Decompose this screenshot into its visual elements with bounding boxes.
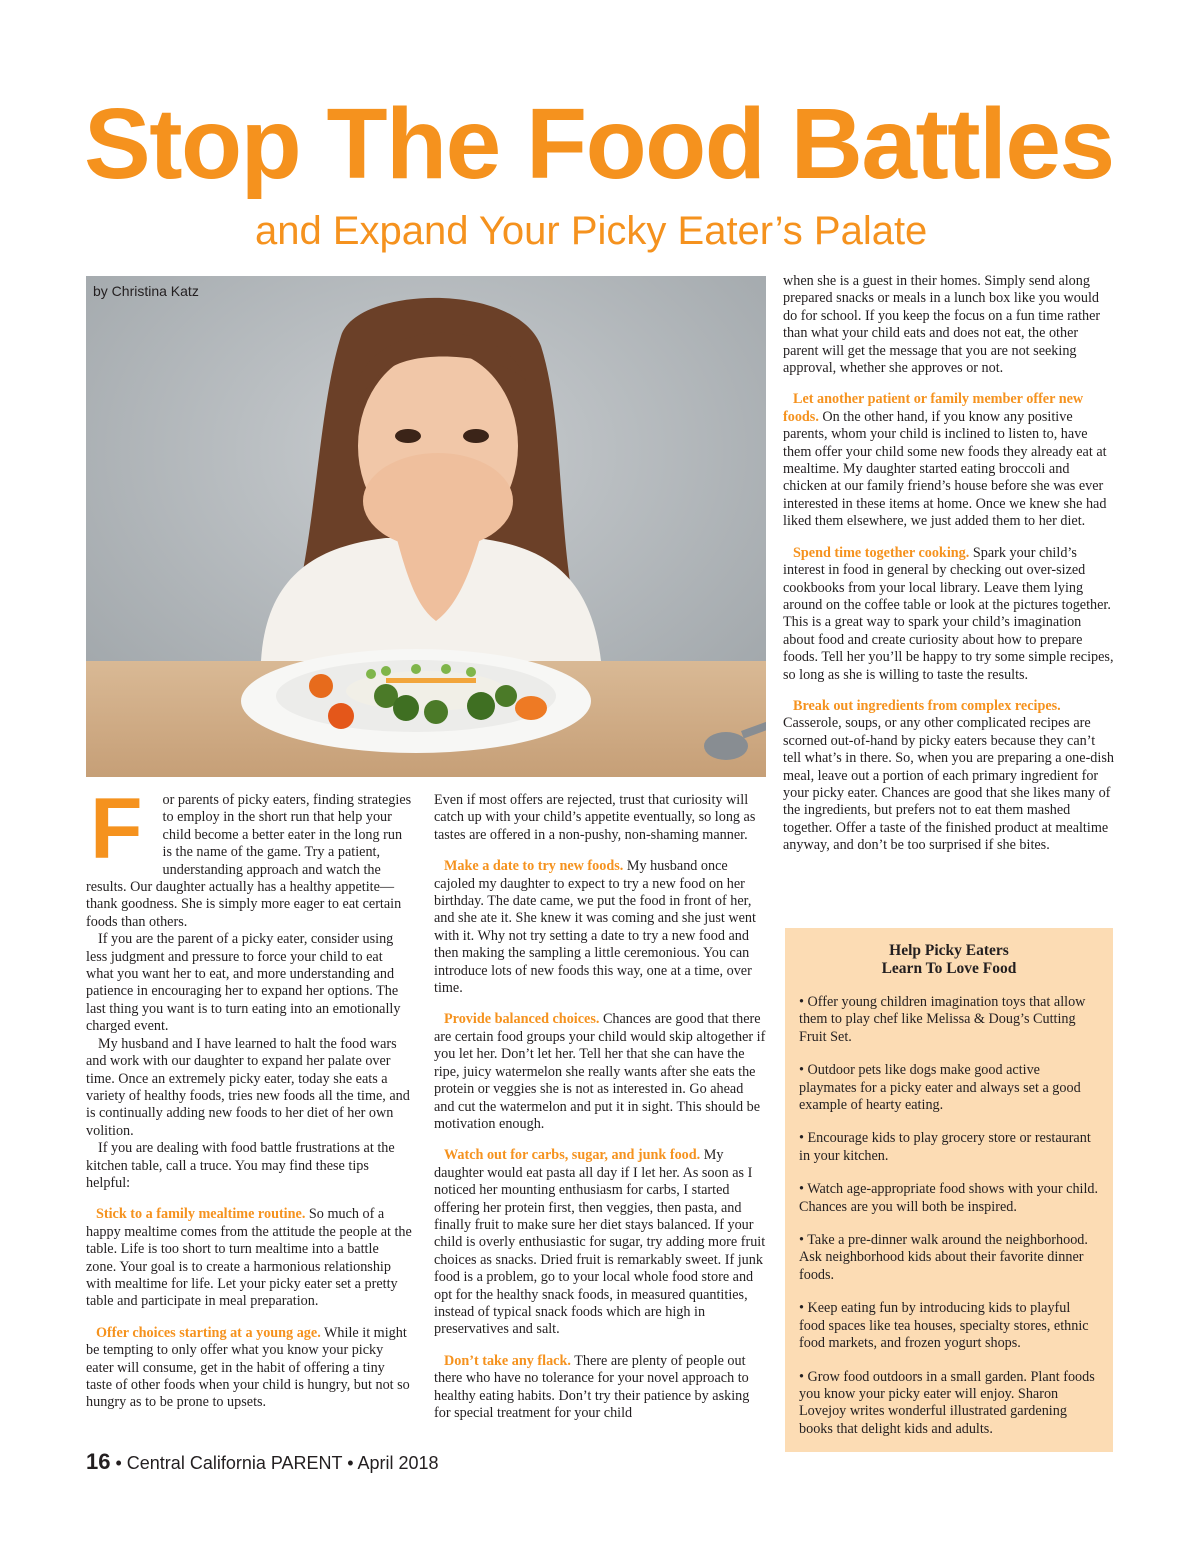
intro-paragraph: or parents of picky eaters, finding strategies to employ in the short run that help your child become a better eater in the long run is the name of the game. Try a patient, understanding approach and watch the results. Our daughter actually has a healthy appetite—thank goodness. She is simply more eager to eat certain foods than others.	[86, 792, 412, 930]
sidebar-list	[799, 994, 1099, 1438]
sidebar-title-line: Learn To Love Food	[881, 960, 1017, 977]
sidebar-title	[799, 942, 1099, 978]
page-number: 16	[86, 1449, 111, 1474]
girl-with-plate-photo	[86, 276, 766, 777]
tip-heading: Stick to a family mealtime routine.	[96, 1206, 306, 1223]
drop-cap: F	[90, 781, 143, 877]
tip-paragraph	[783, 391, 1116, 530]
tip-text: Spark your child’s interest in food in general by checking out over-sized cookbooks from your local library. Leave them lying around on the coffee table or look at the pictures together. This is a great way to spark your child’s imagination about food and create curiosity about how to prepare foods. Tell her you’ll be happy to try some simple recipes, so long as she is willing to taste the results.	[783, 544, 1114, 683]
tip-paragraph	[434, 1011, 766, 1133]
body-paragraph: when she is a guest in their homes. Simply send along prepared snacks or meals in a lunch box like you would do for school. If you keep the focus on a fun time rather than what your child eats and does not eat, the other parent will get the message that you are not seeking approval, whether she approves or not.	[783, 273, 1101, 377]
sidebar-item: • Watch age-appropriate food shows with your child. Chances are you will both be inspired.	[799, 1181, 1099, 1215]
tip-paragraph	[783, 545, 1116, 684]
article-column-2	[434, 792, 766, 1422]
body-paragraph: If you are dealing with food battle frustrations at the kitchen table, call a truce. You may find these tips helpful:	[86, 1140, 395, 1191]
tip-text: My husband once cajoled my daughter to expect to try a new food on her birthday. The date came, we put the food in front of her, and she ate it. She knew it was coming and she just went with it. Why not try setting a date to try a new food and then making the sampling a little ceremonious. You can introduce lots of new foods this way, one at a time, over time.	[434, 858, 756, 997]
sidebar-item: • Encourage kids to play grocery store or restaurant in your kitchen.	[799, 1130, 1091, 1164]
tip-text: So much of a happy mealtime comes from the attitude the people at the table. Life is too short to turn mealtime into a battle zone. Your goal is to create a harmonious relationship with mealtime for life. Let your picky eater set a pretty table and participate in meal preparation.	[86, 1206, 412, 1310]
sidebar-item: • Take a pre-dinner walk around the neighborhood. Ask neighborhood kids about their favorite dinner foods.	[799, 1232, 1088, 1283]
tip-heading: Spend time together cooking.	[793, 544, 970, 561]
tip-text: While it might be tempting to only offer what you know your picky eater will consume, get in the habit of offering a tiny taste of other foods when your child is hungry, but not so hungry as to be prone to upsets.	[86, 1324, 410, 1411]
sidebar-item: • Offer young children imagination toys that allow them to play chef like Melissa & Doug’s Cutting Fruit Set.	[799, 994, 1086, 1045]
tip-paragraph	[434, 858, 766, 997]
sidebar-item: • Keep eating fun by introducing kids to playful food spaces like tea houses, specialty stores, ethnic food markets, and frozen yogurt shops.	[799, 1300, 1089, 1352]
tip-text: There are plenty of people out there who have no tolerance for your novel approach to healthy eating habits. Don’t try their patience by asking for special treatment for your child	[434, 1352, 750, 1421]
tip-text: My daughter would eat pasta all day if I let her. As soon as I noticed her mounting enthusiasm for carbs, I started offering her protein first, then veggies, then pasta, and finally fruit to make sure her diet stays balanced. If your child is overly enthusiastic for sugar, try adding more fruit choices as snacks. Dried fruit is remarkably sweet. If junk food is a problem, go to your local whole food store and opt for the healthy snack foods, in measured quantities, instead of typical snack foods which are high in preservatives and salt.	[434, 1147, 766, 1338]
tip-paragraph	[434, 1147, 766, 1338]
tip-paragraph	[86, 1206, 412, 1310]
tip-text: Casserole, soups, or any other complicated recipes are scorned out-of-hand by picky eaters because they can’t tell what’s in there. So, when you are preparing a one-dish meal, leave out a portion of each primary ingredient for your picky eater. Chances are good that she likes many of the ingredients, but prefers not to eat them mashed together. Offer a taste of the finished product at mealtime anyway, and don’t be too surprised if she bites.	[783, 715, 1114, 854]
tips-sidebar	[785, 928, 1113, 1452]
tip-heading: Offer choices starting at a young age.	[96, 1324, 321, 1341]
tip-heading: Provide balanced choices.	[444, 1011, 600, 1028]
sidebar-item: • Grow food outdoors in a small garden. Plant foods you know your picky eater will enjoy. Sharon Lovejoy writes wonderful illustrated gardening books that delight kids and adults.	[799, 1368, 1095, 1437]
tip-text: Chances are good that there are certain food groups your child would skip altogether if you let her. Don’t let her. Tell her that she can have the ripe, juicy watermelon she really wants after she eats the protein or veggies she is not as interested in. Go ahead and cut the watermelon and put it in sight. This should be motivation enough.	[434, 1011, 766, 1132]
tip-paragraph	[434, 1353, 766, 1423]
tip-heading: Break out ingredients from complex recipes.	[793, 697, 1061, 714]
article-title: Stop The Food Battles	[84, 88, 1114, 200]
sidebar-title-line: Help Picky Eaters	[889, 942, 1009, 959]
tip-paragraph	[783, 698, 1116, 855]
article-column-3	[783, 273, 1116, 855]
byline: by Christina Katz	[93, 283, 199, 299]
footer-text: • Central California PARENT • April 2018	[110, 1453, 439, 1473]
body-paragraph: My husband and I have learned to halt the food wars and work with our daughter to expand her palate over time. Once an extremely picky eater, today she eats a variety of healthy foods, tries new foods all the time, and is continually adding new foods to her diet of her own volition.	[86, 1035, 410, 1139]
page-footer	[86, 1449, 439, 1475]
sidebar-item: • Outdoor pets like dogs make good active playmates for a picky eater and always set a good example of hearty eating.	[799, 1062, 1081, 1114]
tip-heading: Don’t take any flack.	[444, 1352, 571, 1369]
tip-paragraph	[86, 1325, 412, 1412]
article-column-1	[86, 781, 412, 1412]
tip-heading: Make a date to try new foods.	[444, 858, 624, 875]
tip-text: On the other hand, if you know any positive parents, whom your child is inclined to listen to, have them offer your child some new foods they already eat at mealtime. My daughter started eating broccoli and chicken at our family friend’s house before she was ever interested in these items at home. Once we knew she had liked them elsewhere, we just added them to her diet.	[783, 408, 1107, 530]
article-subtitle: and Expand Your Picky Eater’s Palate	[255, 209, 928, 253]
tip-heading: Watch out for carbs, sugar, and junk food.	[444, 1147, 701, 1164]
body-paragraph: Even if most offers are rejected, trust that curiosity will catch up with your child’s appetite eventually, so long as tastes are offered in a non-pushy, non-shaming manner.	[434, 792, 756, 843]
body-paragraph: If you are the parent of a picky eater, consider using less judgment and pressure to force your child to eat what you want her to eat, and more understanding and patience in encouraging her to expand her options. The last thing you want is to turn eating into an emotionally charged event.	[86, 931, 401, 1035]
tip-heading: Let another patient or family member offer new foods.	[783, 391, 1084, 425]
